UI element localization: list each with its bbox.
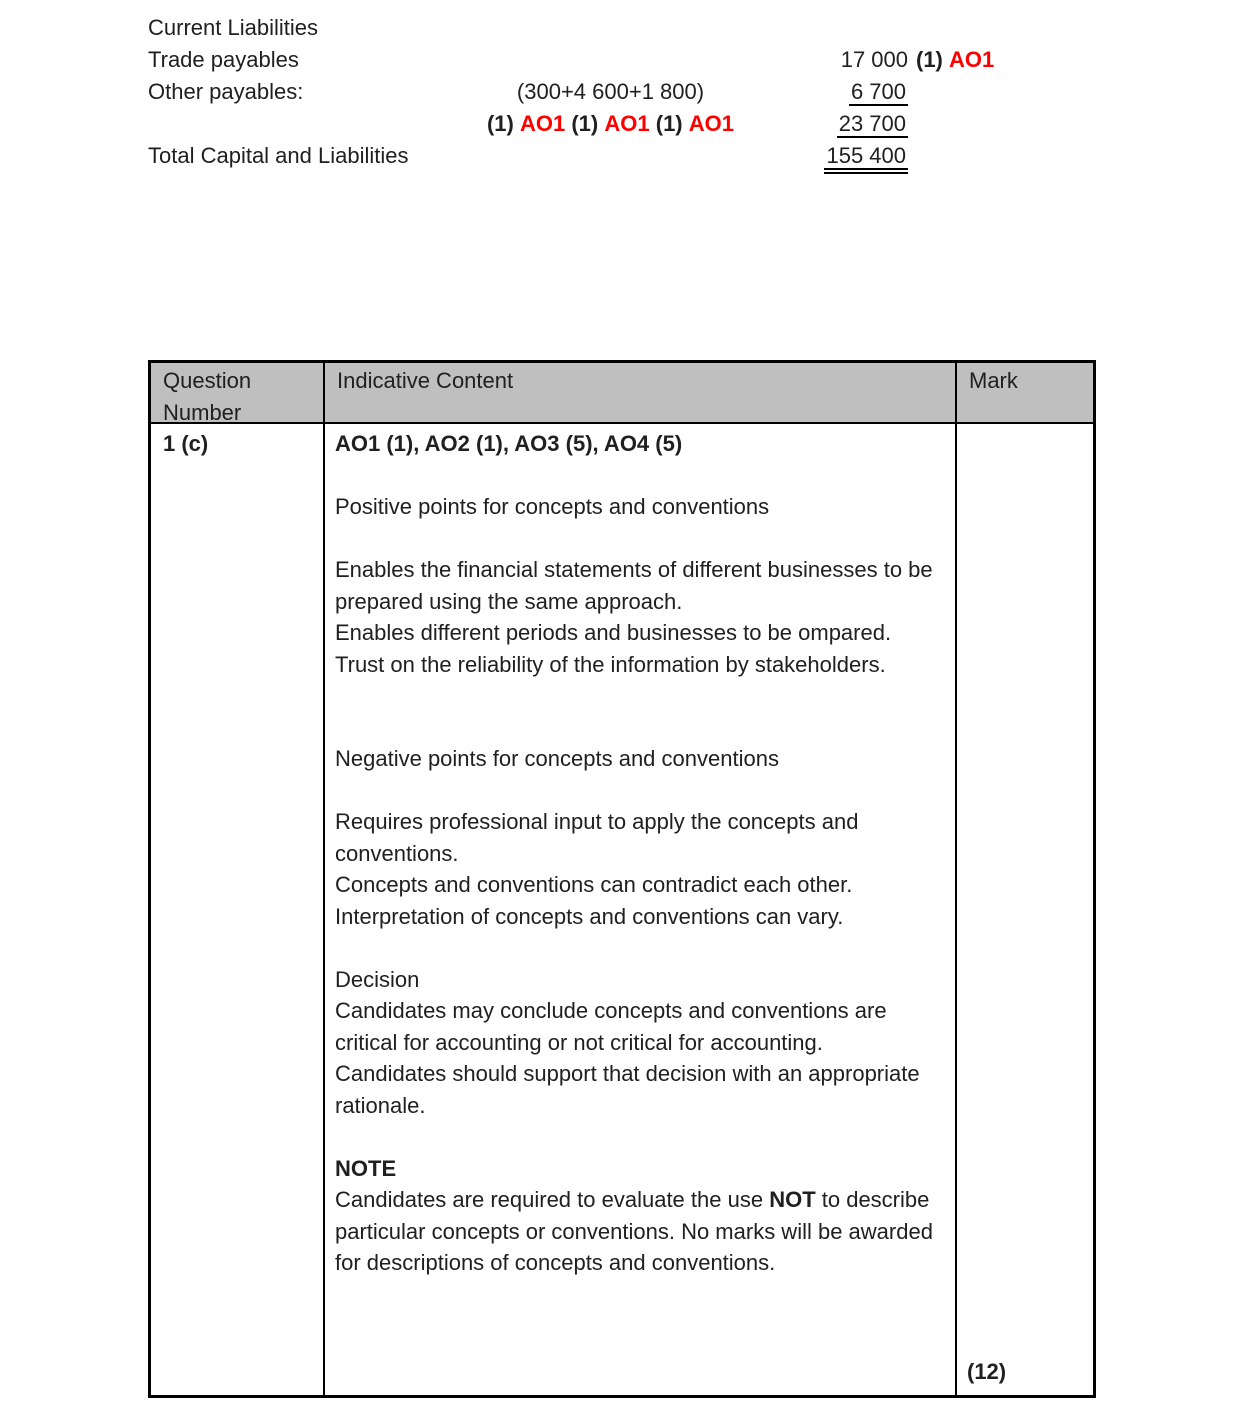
header-indicative-content: Indicative Content [325,363,957,424]
mark-scheme-table [148,360,1096,1398]
statement-workings [433,12,788,44]
statement-workings [433,108,788,140]
statement-label: Total Capital and Liabilities [148,143,409,168]
ao-tag: AO1 [604,111,650,136]
mark-point: (1) [486,111,514,136]
content-line: Concepts and conventions can contradict each other. [335,872,853,897]
statement-row [148,140,1148,172]
question-number-cell [151,424,325,1395]
emphasis-text: NOT [769,1187,816,1212]
statement-extract [148,12,1148,172]
statement-amount [788,140,908,172]
content-line: Interpretation of concepts and conventions can vary. [335,903,844,929]
mark-value: (12) [967,1358,1007,1384]
statement-workings: (300+4 600+1 800) [516,79,705,104]
ao-tag: AO1 [519,111,566,136]
statement-row [148,12,1148,44]
text-segment: Candidates are required to evaluate the use [335,1187,770,1212]
text-segment: to describe particular concepts or conventions. No marks will be awarded for descriptions of concepts and conventions. [335,1187,933,1275]
blank-line [335,460,945,492]
content-line: Trust on the reliability of the information by stakeholders. [335,651,886,677]
mark-cell [957,424,1093,1395]
content-line: Negative points for concepts and conventions [335,746,779,771]
statement-row [148,44,1148,76]
statement-amount [788,44,908,76]
statement-amount [788,108,908,140]
amount-value: 6 700 [850,79,906,104]
statement-workings [433,140,788,172]
table-body-row [151,424,1093,1395]
statement-marks [916,44,994,76]
content-line: AO1 (1), AO2 (1), AO3 (5), AO4 (5) [335,431,683,456]
statement-label [148,108,433,140]
content-line: Candidates should support that decision with an appropriate rationale. [335,1061,920,1118]
mark-point: (1) [916,47,943,72]
header-mark: Mark [957,363,1093,424]
content-line: Decision [335,966,420,992]
blank-line [335,712,945,744]
content-line: Candidates may conclude concepts and conventions are critical for accounting or not critical for accounting. [335,998,887,1055]
statement-label: Current Liabilities [148,15,318,40]
blank-line [335,1121,945,1153]
blank-line [335,523,945,555]
content-line: NOTE [335,1155,397,1181]
statement-amount [788,12,908,44]
statement-label: Trade payables [148,47,299,72]
statement-row [148,76,1148,108]
ao-tag: AO1 [949,47,995,72]
amount-value: 23 700 [838,111,906,136]
blank-line [335,775,945,807]
mark-point: (1) [655,111,683,136]
mark-point: (1) [571,111,599,136]
blank-line [335,932,945,964]
amount-value: 155 400 [824,143,908,174]
statement-row [148,108,1148,140]
content-line [335,1184,945,1279]
blank-line [335,680,945,712]
indicative-content-cell [325,424,957,1395]
table-header-row [151,363,1093,424]
content-line: Positive points for concepts and conventions [335,494,770,519]
question-number: 1 (c) [163,431,209,456]
content-line: Enables the financial statements of different businesses to be prepared using the same approach. [335,557,933,614]
content-line: Requires professional input to apply the concepts and conventions. [335,809,859,866]
statement-label: Other payables: [148,79,304,104]
amount-value: 17 000 [840,47,908,72]
header-question-number: Question Number [151,363,325,424]
content-line: Enables different periods and businesses to be ompared. [335,620,892,645]
statement-amount [788,76,908,108]
ao-tag: AO1 [688,111,735,136]
statement-workings [433,44,788,76]
